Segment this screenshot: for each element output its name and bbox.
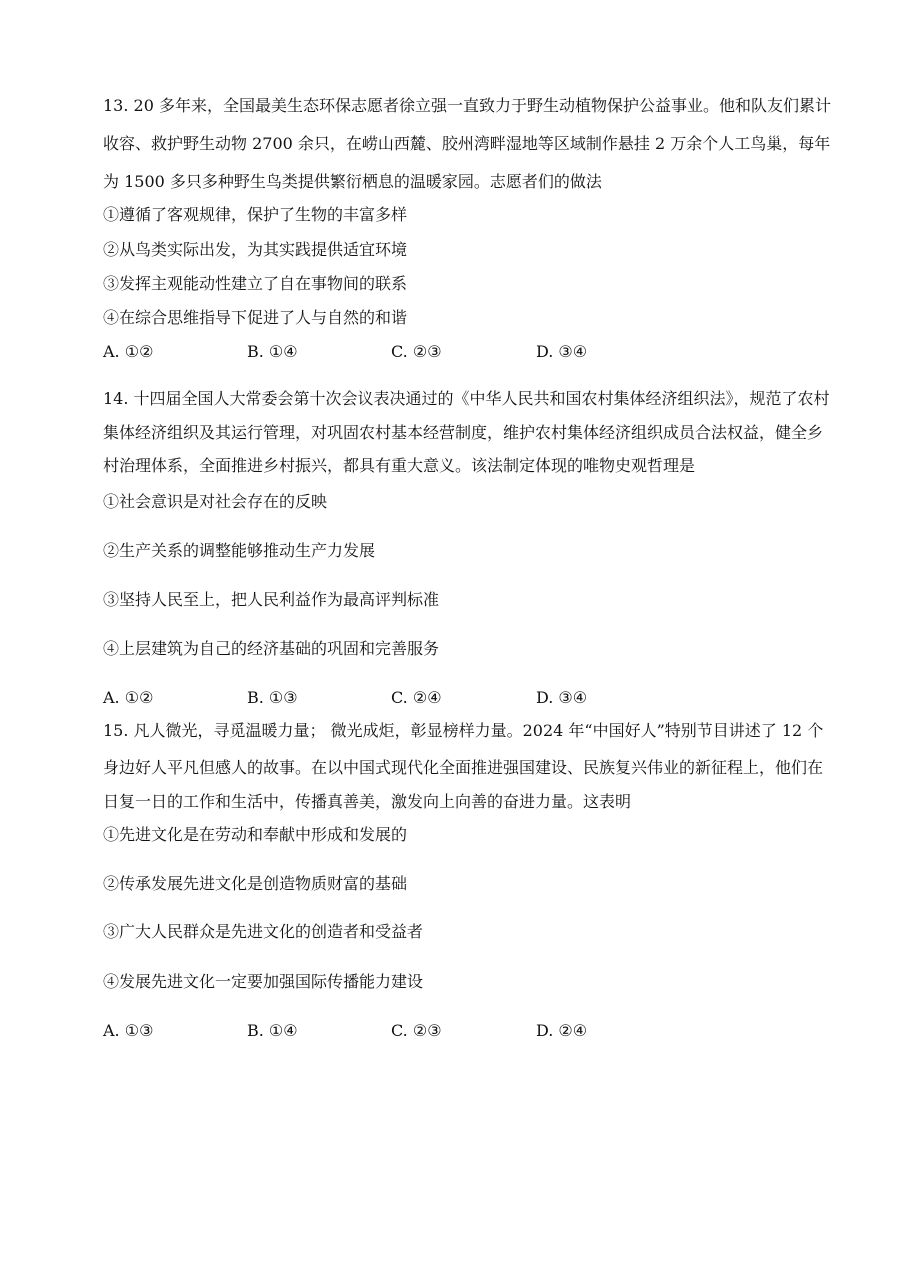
question-14-statement-2: ②生产关系的调整能够推动生产力发展 bbox=[103, 541, 376, 560]
question-14-text-line-3: 村治理体系，全面推进乡村振兴，都具有重大意义。该法制定体现的唯物史观哲理是 bbox=[103, 456, 696, 475]
question-15-option-a[interactable]: A. ①③ bbox=[103, 1021, 154, 1040]
question-14-statement-4: ④上层建筑为自己的经济基础的巩固和完善服务 bbox=[103, 639, 440, 658]
question-14-statement-3: ③坚持人民至上，把人民利益作为最高评判标准 bbox=[103, 590, 440, 609]
question-14-text-line-2: 集体经济组织及其运行管理，对巩固农村基本经营制度，维护农村集体经济组织成员合法权益，健全乡 bbox=[103, 423, 824, 442]
question-15-option-b[interactable]: B. ①④ bbox=[247, 1021, 298, 1040]
question-13-statement-1: ①遵循了客观规律，保护了生物的丰富多样 bbox=[103, 205, 408, 224]
question-15-option-c[interactable]: C. ②③ bbox=[391, 1021, 442, 1040]
question-13-statement-2: ②从鸟类实际出发，为其实践提供适宜环境 bbox=[103, 240, 408, 259]
question-15-text-line-1: 15. 凡人微光，寻觅温暖力量； 微光成炬，彰显榜样力量。2024 年“中国好人”特别节目讲述了 12 个 bbox=[103, 721, 824, 740]
question-15-statement-3: ③广大人民群众是先进文化的创造者和受益者 bbox=[103, 922, 424, 941]
question-13-text-line-2: 收容、救护野生动物 2700 余只，在崂山西麓、胶州湾畔湿地等区域制作悬挂 2 万余个人工鸟巢，每年 bbox=[103, 134, 831, 153]
question-15-statement-4: ④发展先进文化一定要加强国际传播能力建设 bbox=[103, 972, 424, 991]
question-13-statement-3: ③发挥主观能动性建立了自在事物间的联系 bbox=[103, 274, 408, 293]
question-14-text-line-1: 14. 十四届全国人大常委会第十次会议表决通过的《中华人民共和国农村集体经济组织法》，规范了农村 bbox=[103, 389, 830, 408]
question-15-option-d[interactable]: D. ②④ bbox=[536, 1021, 588, 1040]
question-14-option-d[interactable]: D. ③④ bbox=[536, 688, 588, 707]
question-14-option-a[interactable]: A. ①② bbox=[103, 688, 154, 707]
question-14-option-b[interactable]: B. ①③ bbox=[247, 688, 298, 707]
question-13-text-line-3: 为 1500 多只多种野生鸟类提供繁衍栖息的温暖家园。志愿者们的做法 bbox=[103, 172, 602, 191]
question-15-text-line-2: 身边好人平凡但感人的故事。在以中国式现代化全面推进强国建设、民族复兴伟业的新征程上，他们在 bbox=[103, 758, 824, 777]
question-13-option-c[interactable]: C. ②③ bbox=[391, 342, 442, 361]
question-13-option-d[interactable]: D. ③④ bbox=[536, 342, 588, 361]
question-15-statement-1: ①先进文化是在劳动和奉献中形成和发展的 bbox=[103, 825, 408, 844]
question-13-option-b[interactable]: B. ①④ bbox=[247, 342, 298, 361]
question-15-text-line-3: 日复一日的工作和生活中，传播真善美，激发向上向善的奋进力量。这表明 bbox=[103, 792, 632, 811]
question-13-option-a[interactable]: A. ①② bbox=[103, 342, 154, 361]
question-15-statement-2: ②传承发展先进文化是创造物质财富的基础 bbox=[103, 874, 408, 893]
question-13-text-line-1: 13. 20 多年来，全国最美生态环保志愿者徐立强一直致力于野生动植物保护公益事业。他和队友们累计 bbox=[103, 96, 831, 115]
question-13-statement-4: ④在综合思维指导下促进了人与自然的和谐 bbox=[103, 308, 408, 327]
question-14-statement-1: ①社会意识是对社会存在的反映 bbox=[103, 492, 328, 511]
question-14-option-c[interactable]: C. ②④ bbox=[391, 688, 442, 707]
